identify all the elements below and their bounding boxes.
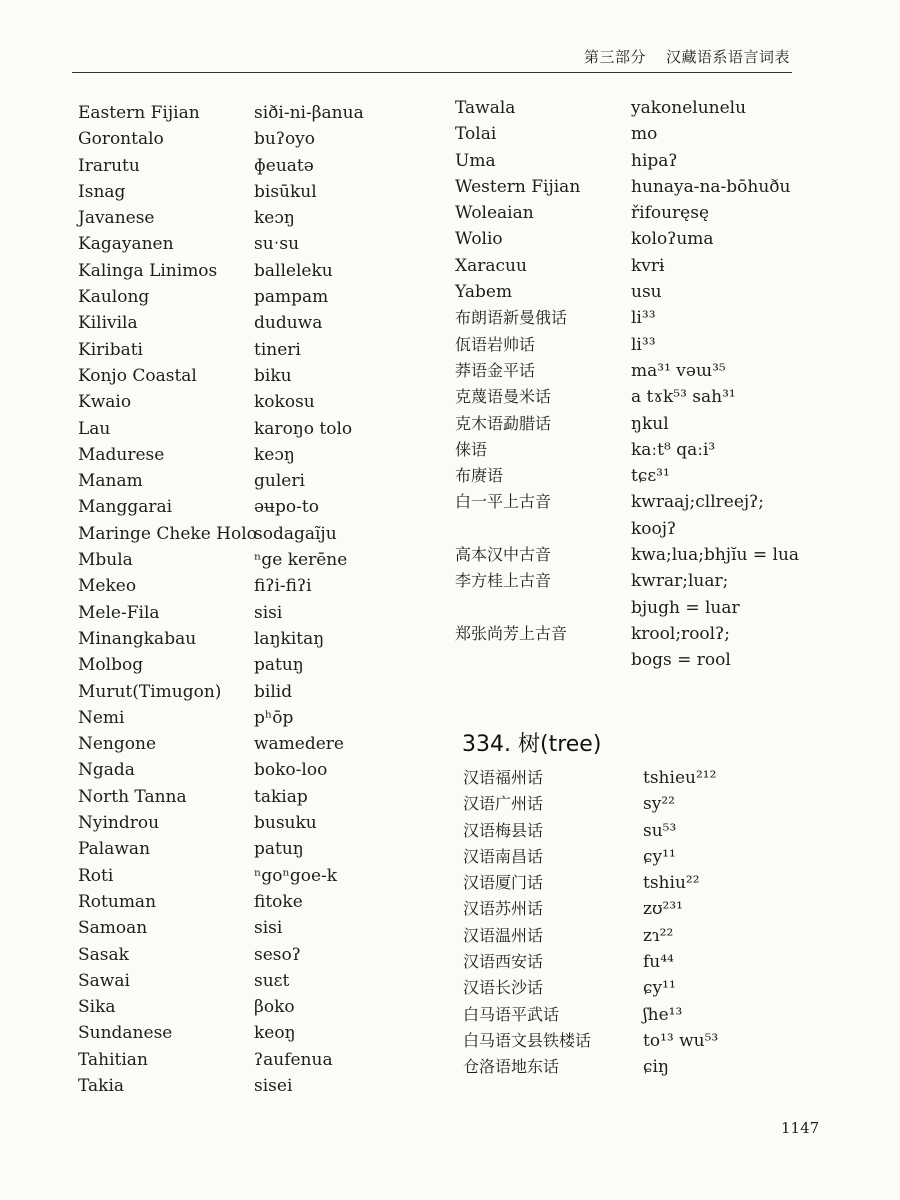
language-name: Sawai xyxy=(78,970,130,991)
language-name: Uma xyxy=(455,150,496,171)
word-form: wamedere xyxy=(254,734,344,755)
word-form: mo xyxy=(631,124,658,145)
word-form: hunaya-na-bōhuðu xyxy=(631,176,791,197)
language-name: 克蔑语曼米话 xyxy=(455,387,552,407)
word-form: βoko xyxy=(254,997,295,1018)
word-form: su⁵³ xyxy=(643,820,677,841)
language-name: 李方桂上古音 xyxy=(455,571,552,591)
word-form: bilid xyxy=(254,681,293,702)
word-form: bisūkul xyxy=(254,181,317,202)
word-form: yakonelunelu xyxy=(631,98,747,118)
language-name: 白马语平武话 xyxy=(463,1004,560,1024)
header-rule xyxy=(72,72,792,73)
language-name: 汉语温州话 xyxy=(463,925,544,945)
word-form: karoŋo tolo xyxy=(254,418,353,439)
header-part: 第三部分 xyxy=(583,48,646,66)
word-form: sodagaĩju xyxy=(254,523,337,544)
word-form: to¹³ wu⁵³ xyxy=(643,1030,719,1051)
language-name: 俫语 xyxy=(455,439,488,459)
language-name: Kaulong xyxy=(78,287,150,308)
language-name: Manam xyxy=(78,471,143,492)
word-form: pʰōp xyxy=(254,707,294,728)
section-number: 334. xyxy=(462,732,511,757)
language-name: Kagayanen xyxy=(78,234,174,255)
language-name: 汉语长沙话 xyxy=(463,978,544,998)
word-form: ʔaufenua xyxy=(254,1049,333,1070)
word-form: kokosu xyxy=(254,392,315,413)
language-name: Yabem xyxy=(455,282,513,303)
language-name: Gorontalo xyxy=(78,129,164,150)
language-name: Kilivila xyxy=(78,313,138,334)
word-form: krool;roolʔ; xyxy=(631,623,730,644)
language-name: Kiribati xyxy=(78,339,143,360)
word-form: zɿ²² xyxy=(643,925,674,946)
word-form: suɛt xyxy=(254,970,290,991)
word-form: keɔŋ xyxy=(254,444,295,465)
word-form: kwraaj;cllreejʔ; xyxy=(631,492,765,513)
language-name: 莽语金平话 xyxy=(455,360,536,380)
word-form: sisei xyxy=(254,1075,293,1096)
word-form: pampam xyxy=(254,287,329,308)
word-form: tshiu²² xyxy=(643,873,700,894)
word-form: ɕiŋ xyxy=(643,1057,669,1078)
header-title: 汉藏语系语言词表 xyxy=(665,48,790,66)
language-name: Irarutu xyxy=(78,155,140,176)
section-title: 树(tree) xyxy=(517,732,602,757)
word-form: ⁿge kerēne xyxy=(254,550,348,571)
word-form: sy²² xyxy=(643,794,675,815)
word-form: keoŋ xyxy=(254,1023,296,1044)
word-form: sesoʔ xyxy=(254,944,301,965)
language-name: Samoan xyxy=(78,918,148,939)
language-name: Roti xyxy=(78,865,114,886)
word-form: buʔoyo xyxy=(254,129,316,150)
word-form: ɸeuatə xyxy=(254,155,314,176)
language-name: Tolai xyxy=(455,124,497,145)
word-form: patuŋ xyxy=(254,655,304,676)
language-name: Mbula xyxy=(78,550,133,571)
language-name: Tahitian xyxy=(78,1049,148,1070)
word-form: busuku xyxy=(254,813,317,834)
language-name: 汉语梅县话 xyxy=(463,820,544,840)
word-form: hipaʔ xyxy=(631,150,678,171)
language-name: Takia xyxy=(78,1075,125,1096)
word-form: a tɤk⁵³ sah³¹ xyxy=(631,387,736,408)
word-form: suˑsu xyxy=(254,234,300,255)
word-form: ma³¹ vəɯ³⁵ xyxy=(631,360,726,381)
language-name: Isnag xyxy=(78,181,126,202)
language-name: Maringe Cheke Holo xyxy=(78,523,257,544)
language-name: 汉语福州话 xyxy=(463,768,544,787)
language-name: Mele-Fila xyxy=(78,602,160,623)
language-name: Molbog xyxy=(78,655,144,676)
language-name: Manggarai xyxy=(78,497,173,518)
language-name: 高本汉中古音 xyxy=(455,545,552,565)
word-form: patuŋ xyxy=(254,839,304,860)
word-form: řifouręsę xyxy=(631,203,710,224)
language-name: Sundanese xyxy=(78,1023,173,1044)
language-name: Ngada xyxy=(78,760,135,781)
language-name: Sika xyxy=(78,997,116,1018)
word-form: əʉpo-to xyxy=(254,497,319,518)
word-form: ɕy¹¹ xyxy=(643,846,676,867)
language-name: Nyindrou xyxy=(78,813,160,834)
word-form: tɕɛ³¹ xyxy=(631,466,670,487)
word-form: kaːt⁸ qaːi³ xyxy=(631,439,716,460)
language-name: 佤语岩帅话 xyxy=(455,334,536,354)
language-name: North Tanna xyxy=(78,786,187,807)
word-form: koojʔ xyxy=(631,518,677,539)
language-name: 汉语西安话 xyxy=(463,952,544,972)
language-name: 汉语苏州话 xyxy=(463,899,544,919)
word-form: fitoke xyxy=(254,891,303,912)
word-form: duduwa xyxy=(254,313,323,334)
language-name: Kalinga Linimos xyxy=(78,260,218,281)
section-heading xyxy=(462,727,601,758)
word-form: takiap xyxy=(254,786,308,807)
language-name: Wolio xyxy=(455,229,503,250)
word-form: siði-ni-βanua xyxy=(254,103,364,123)
language-name: Nemi xyxy=(78,707,125,728)
language-name: Rotuman xyxy=(78,891,157,912)
language-name: Palawan xyxy=(78,839,151,860)
language-name: 汉语广州话 xyxy=(463,794,544,814)
word-form: kwrar;luar; xyxy=(631,571,729,592)
word-form: fu⁴⁴ xyxy=(643,952,674,973)
word-form: boko-loo xyxy=(254,760,328,781)
language-name: 布朗语新曼俄话 xyxy=(455,308,568,328)
word-form: biku xyxy=(254,365,292,386)
word-form: keɔŋ xyxy=(254,208,295,229)
word-form: li³³ xyxy=(631,308,656,329)
language-name: 仓洛语地东话 xyxy=(463,1057,560,1077)
language-name: Minangkabau xyxy=(78,628,197,649)
language-name: 汉语厦门话 xyxy=(463,873,544,893)
language-name: Konjo Coastal xyxy=(78,365,197,386)
word-form: bjugh = luar xyxy=(631,597,740,618)
language-name: 白马语文县铁楼话 xyxy=(463,1030,592,1050)
language-name: 布赓语 xyxy=(455,466,504,486)
word-form: ʃhe¹³ xyxy=(643,1004,683,1025)
word-form: sisi xyxy=(254,602,283,623)
language-name: Western Fijian xyxy=(455,176,581,197)
language-name: Javanese xyxy=(78,208,155,229)
language-name: Madurese xyxy=(78,444,165,465)
language-name: Eastern Fijian xyxy=(78,103,200,123)
word-form: fiʔi-fiʔi xyxy=(254,576,312,597)
word-form: tineri xyxy=(254,339,301,360)
language-name: Lau xyxy=(78,418,111,439)
language-name: 郑张尚芳上古音 xyxy=(455,623,568,643)
language-name: Nengone xyxy=(78,734,157,755)
word-form: balleleku xyxy=(254,260,333,281)
word-form: zʊ²³¹ xyxy=(643,899,683,920)
word-form: sisi xyxy=(254,918,283,939)
language-name: Kwaio xyxy=(78,392,132,413)
word-form: ɕy¹¹ xyxy=(643,978,676,999)
word-form: kvrɨ xyxy=(631,255,665,276)
language-name: 白一平上古音 xyxy=(455,492,552,512)
language-name: Woleaian xyxy=(455,203,534,224)
language-name: Tawala xyxy=(455,98,516,118)
language-name: Sasak xyxy=(78,944,129,965)
language-name: Murut(Timugon) xyxy=(78,681,222,702)
word-form: li³³ xyxy=(631,334,656,355)
language-name: 克木语勐腊话 xyxy=(455,413,552,433)
word-form: tshieu²¹² xyxy=(643,768,717,788)
language-name: 汉语南昌话 xyxy=(463,846,544,866)
word-form: usu xyxy=(631,282,662,303)
word-form: ⁿgoⁿgoe-k xyxy=(254,865,338,886)
language-name: Mekeo xyxy=(78,576,137,597)
language-name: Xaracuu xyxy=(455,255,527,276)
word-form: bogs = rool xyxy=(631,650,731,671)
running-header xyxy=(584,46,790,67)
word-form: guleri xyxy=(254,471,305,492)
word-form: koloʔuma xyxy=(631,229,714,250)
word-form: ŋkul xyxy=(631,413,669,434)
page-number: 1147 xyxy=(781,1119,820,1137)
word-form: laŋkitaŋ xyxy=(254,628,325,649)
word-form: kwa;lua;bhjĭu = lua xyxy=(631,545,800,566)
